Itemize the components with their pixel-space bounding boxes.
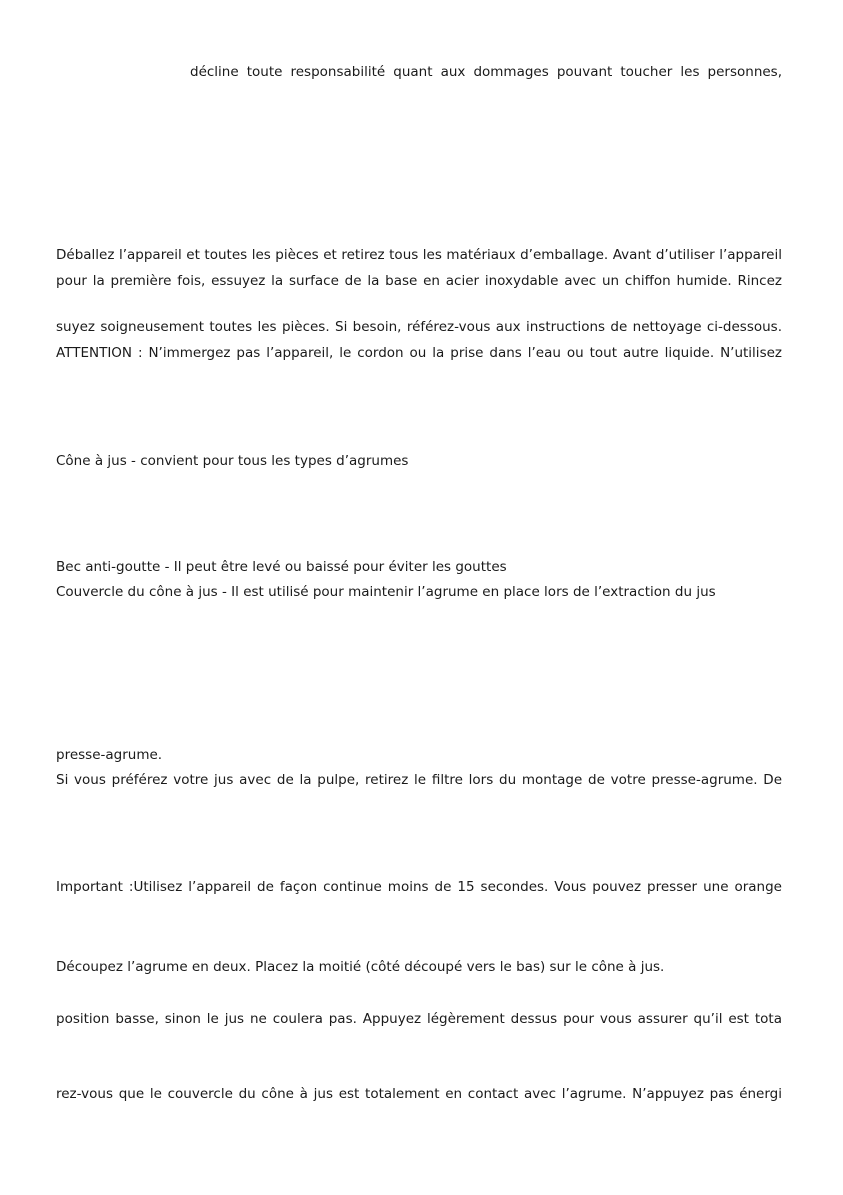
text-line-first-use: pour la première fois, essuyez la surface de la base en acier inoxydable avec un chiffon humide. Rincez bbox=[56, 273, 782, 289]
text-line-unpack: Déballez l’appareil et toutes les pièces et retirez tous les matériaux d’emballage. Avant d’utiliser l’appareil bbox=[56, 247, 782, 263]
text-line-warning: ATTENTION : N’immergez pas l’appareil, le cordon ou la prise dans l’eau ou tout autre liquide. N’utilisez bbox=[56, 345, 782, 361]
text-line-disclaimer: décline toute responsabilité quant aux dommages pouvant toucher les personnes, bbox=[190, 64, 782, 80]
text-line-cut-citrus: Découpez l’agrume en deux. Placez la moitié (côté découpé vers le bas) sur le cône à jus. bbox=[56, 959, 665, 975]
text-line-press: presse-agrume. bbox=[56, 747, 163, 763]
text-line-dry-parts: suyez soigneusement toutes les pièces. Si besoin, référez-vous aux instructions de nettoyage ci-dessous. bbox=[56, 319, 782, 335]
text-line-pulp: Si vous préférez votre jus avec de la pulpe, retirez le filtre lors du montage de votre presse-agrume. De bbox=[56, 772, 782, 788]
text-line-lid-contact: rez-vous que le couvercle du cône à jus est totalement en contact avec l’agrume. N’appuyez pas énergi bbox=[56, 1086, 782, 1102]
text-line-important: Important :Utilisez l’appareil de façon continue moins de 15 secondes. Vous pouvez presser une orange bbox=[56, 879, 782, 895]
text-line-low-position: position basse, sinon le jus ne coulera pas. Appuyez légèrement dessus pour vous assurer qu’il est tota bbox=[56, 1011, 782, 1027]
text-line-drip-spout: Bec anti-goutte - Il peut être levé ou baissé pour éviter les gouttes bbox=[56, 559, 507, 575]
text-line-cone-lid: Couvercle du cône à jus - Il est utilisé pour maintenir l’agrume en place lors de l’extraction du jus bbox=[56, 584, 716, 600]
text-line-juice-cone: Cône à jus - convient pour tous les types d’agrumes bbox=[56, 453, 409, 469]
